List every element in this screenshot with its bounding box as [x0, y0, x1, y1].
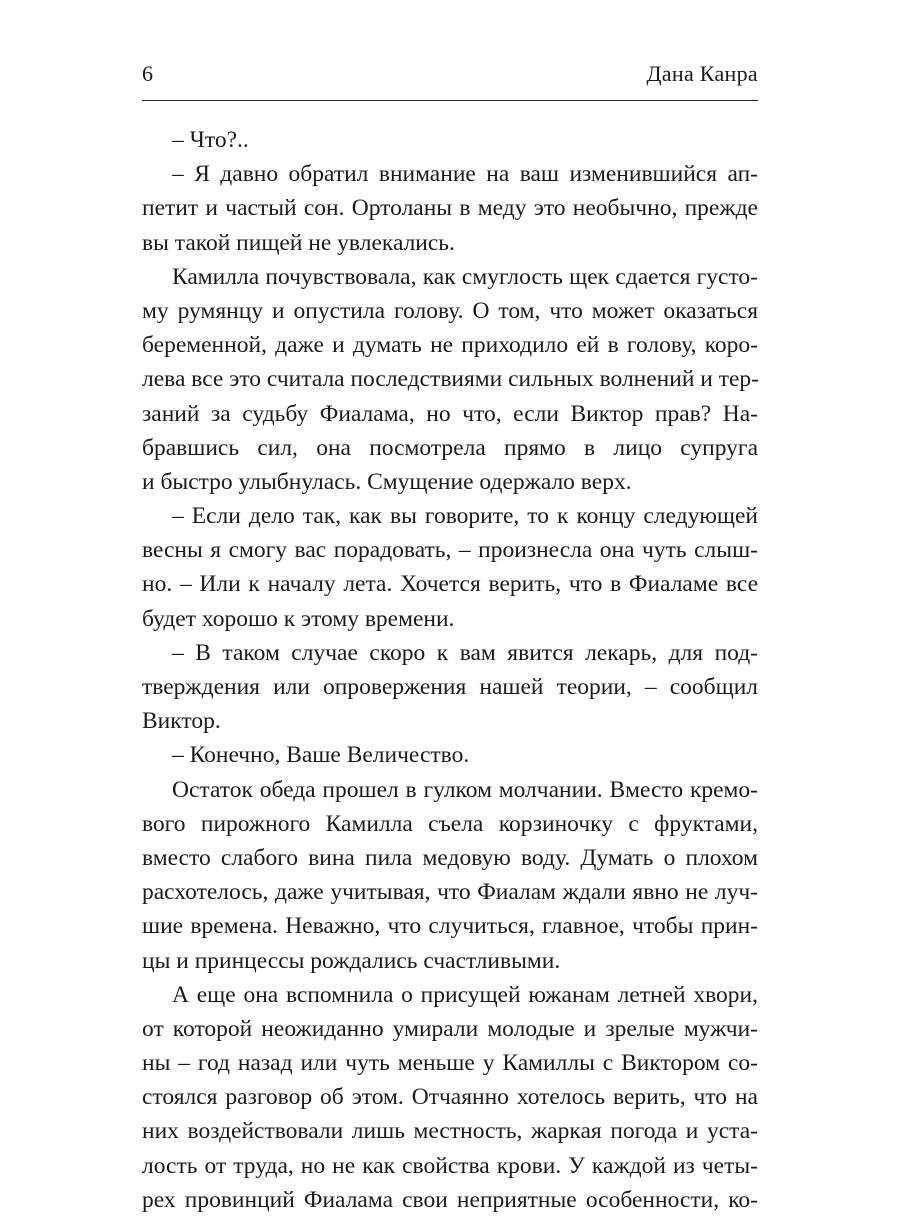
- page-number: 6: [142, 61, 153, 86]
- text-line: лева все это считала последствиями сильных волнений и тер-: [142, 366, 760, 393]
- running-title-author: Дана Канра: [646, 61, 758, 86]
- text-line: А еще она вспомнила о присущей южанам летней хвори,: [172, 981, 758, 1008]
- text-line: – Я давно обратил внимание на ваш изменившийся ап-: [172, 161, 758, 188]
- text-line: цы и принцессы рождались счастливыми.: [142, 947, 561, 974]
- text-line: стоялся разговор об этом. Отчаянно хотелось верить, что на: [142, 1084, 758, 1111]
- text-line: тверждения или опровержения нашей теории, – сообщил: [142, 674, 758, 700]
- text-line: рех провинций Фиалама свои неприятные особенности, ко-: [142, 1186, 758, 1213]
- text-line: шие времена. Неважно, что случиться, главное, чтобы прин-: [142, 913, 758, 940]
- text-line: и быстро улыбнулась. Смущение одержало верх.: [142, 468, 632, 495]
- text-line: – Если дело так, как вы говорите, то к концу следующей: [172, 503, 758, 530]
- running-header: [142, 60, 758, 101]
- text-line: весны я смогу вас порадовать, – произнесла она чуть слыш-: [142, 537, 758, 564]
- text-line: вместо слабого вина пила медовую воду. Думать о плохом: [142, 844, 758, 871]
- text-line: – Что?..: [172, 127, 249, 153]
- text-line: них воздействовали лишь местность, жаркая погода и уста-: [142, 1118, 758, 1145]
- body-text: [142, 123, 758, 1217]
- text-line: Виктор.: [142, 708, 221, 735]
- text-line: Остаток обеда прошел в гулком молчании. Вместо кремо-: [172, 776, 758, 803]
- text-line: расхотелось, даже учитывая, что Фиалам ждали явно не луч-: [142, 879, 758, 906]
- text-line: вы такой пищей не увлекались.: [142, 229, 455, 256]
- book-page: [142, 60, 758, 1217]
- text-line: – Конечно, Ваше Величество.: [172, 742, 470, 769]
- text-line: будет хорошо к этому времени.: [142, 605, 455, 632]
- text-line: беременной, даже и думать не приходило ей в голову, коро-: [142, 332, 758, 359]
- text-line: Камилла почувствовала, как смуглость щек сдается густо-: [172, 263, 758, 290]
- text-line: петит и частый сон. Ортоланы в меду это необычно, прежде: [142, 195, 758, 222]
- text-line: му румянцу и опустила голову. О том, что может оказаться: [142, 297, 758, 324]
- text-line: от которой неожиданно умирали молодые и зрелые мужчи-: [142, 1015, 758, 1042]
- text-line: бравшись сил, она посмотрела прямо в лицо супруга: [142, 434, 758, 461]
- text-line: лость от труда, но не как свойства крови. У каждой из четы-: [142, 1152, 758, 1179]
- text-line: заний за судьбу Фиалама, но что, если Виктор прав? На-: [142, 400, 758, 427]
- text-line: ны – год назад или чуть меньше у Камиллы с Виктором со-: [142, 1050, 758, 1077]
- text-line: вого пирожного Камилла съела корзиночку с фруктами,: [142, 810, 758, 837]
- text-line: – В таком случае скоро к вам явится лекарь, для под-: [172, 639, 758, 666]
- text-line: но. – Или к началу лета. Хочется верить, что в Фиаламе все: [142, 571, 758, 598]
